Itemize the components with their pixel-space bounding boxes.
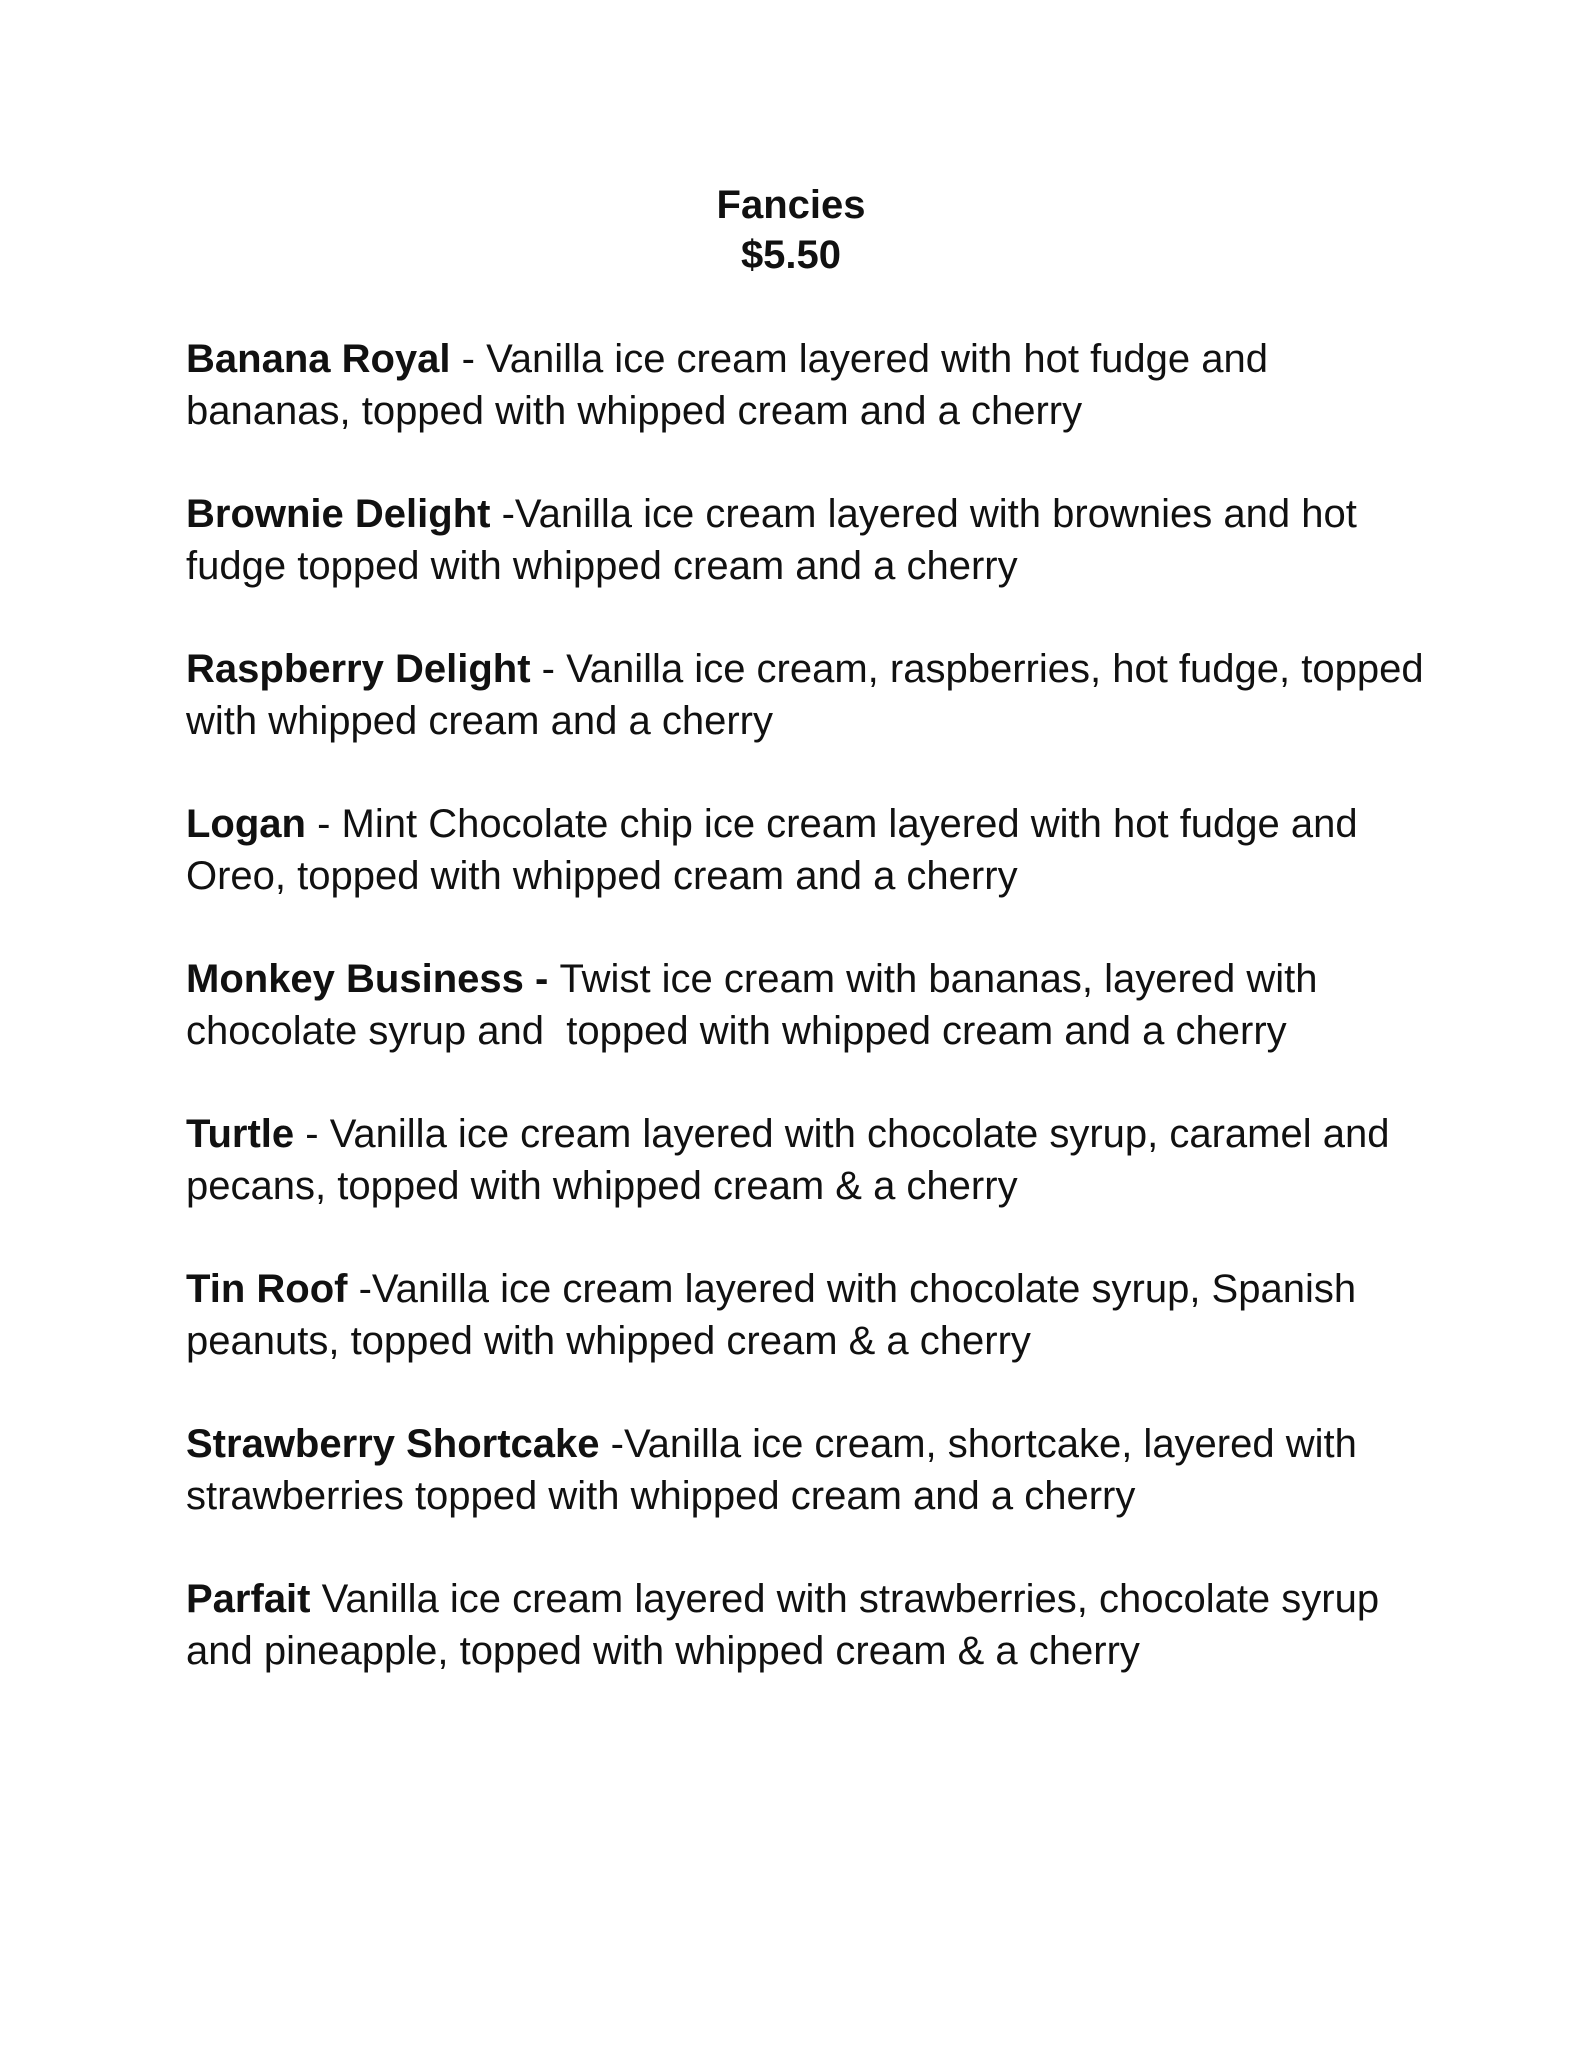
item-description: Vanilla ice cream, raspberries, hot fudge, topped with whipped cream and a cherry — [186, 647, 1435, 743]
item-name: Monkey Business — [186, 957, 524, 1001]
item-description: Vanilla ice cream layered with brownies and hot fudge topped with whipped cream and a cherry — [186, 492, 1368, 588]
item-name: Banana Royal — [186, 337, 451, 381]
item-separator: - — [294, 1112, 330, 1156]
item-name: Raspberry Delight — [186, 647, 531, 691]
item-description: Vanilla ice cream layered with hot fudge and bananas, topped with whipped cream and a cherry — [186, 337, 1280, 433]
menu-item-brownie-delight — [186, 488, 1426, 592]
item-separator: - — [305, 802, 342, 846]
item-name: Tin Roof — [186, 1267, 348, 1311]
item-name: Turtle — [186, 1112, 295, 1156]
item-separator: - — [523, 957, 560, 1001]
item-description: Vanilla ice cream layered with chocolate syrup, caramel and pecans, topped with whipped cream & a cherry — [186, 1112, 1401, 1208]
menu-title: Fancies — [716, 183, 866, 227]
menu-item-turtle — [186, 1108, 1426, 1212]
item-description: Twist ice cream with bananas, layered with chocolate syrup and topped with whipped cream and a cherry — [186, 957, 1329, 1053]
menu-header — [0, 180, 1582, 280]
item-separator: - — [450, 337, 487, 381]
menu-item-monkey-business — [186, 953, 1426, 1057]
item-separator — [311, 1577, 322, 1621]
menu-item-strawberry-shortcake — [186, 1418, 1426, 1522]
item-description: Vanilla ice cream layered with chocolate syrup, Spanish peanuts, topped with whipped cream & a cherry — [186, 1267, 1368, 1363]
item-name: Logan — [186, 802, 306, 846]
menu-item-raspberry-delight — [186, 643, 1435, 747]
item-separator: - — [599, 1422, 624, 1466]
menu-item-logan — [186, 798, 1426, 902]
menu-item-banana-royal — [186, 333, 1426, 437]
item-description: Vanilla ice cream, shortcake, layered with strawberries topped with whipped cream and a cherry — [186, 1422, 1368, 1518]
item-separator: - — [490, 492, 515, 536]
menu-item-tin-roof — [186, 1263, 1426, 1367]
item-description: Mint Chocolate chip ice cream layered with hot fudge and Oreo, topped with whipped cream and a cherry — [186, 802, 1369, 898]
menu-price: $5.50 — [740, 233, 842, 277]
menu-item-parfait — [186, 1573, 1426, 1677]
item-name: Strawberry Shortcake — [186, 1422, 600, 1466]
item-name: Parfait — [186, 1577, 311, 1621]
item-name: Brownie Delight — [186, 492, 491, 536]
item-description: Vanilla ice cream layered with strawberries, chocolate syrup and pineapple, topped with whipped cream & a cherry — [186, 1577, 1391, 1673]
item-separator: - — [347, 1267, 372, 1311]
item-separator: - — [530, 647, 567, 691]
menu-item-list — [186, 333, 1435, 1728]
